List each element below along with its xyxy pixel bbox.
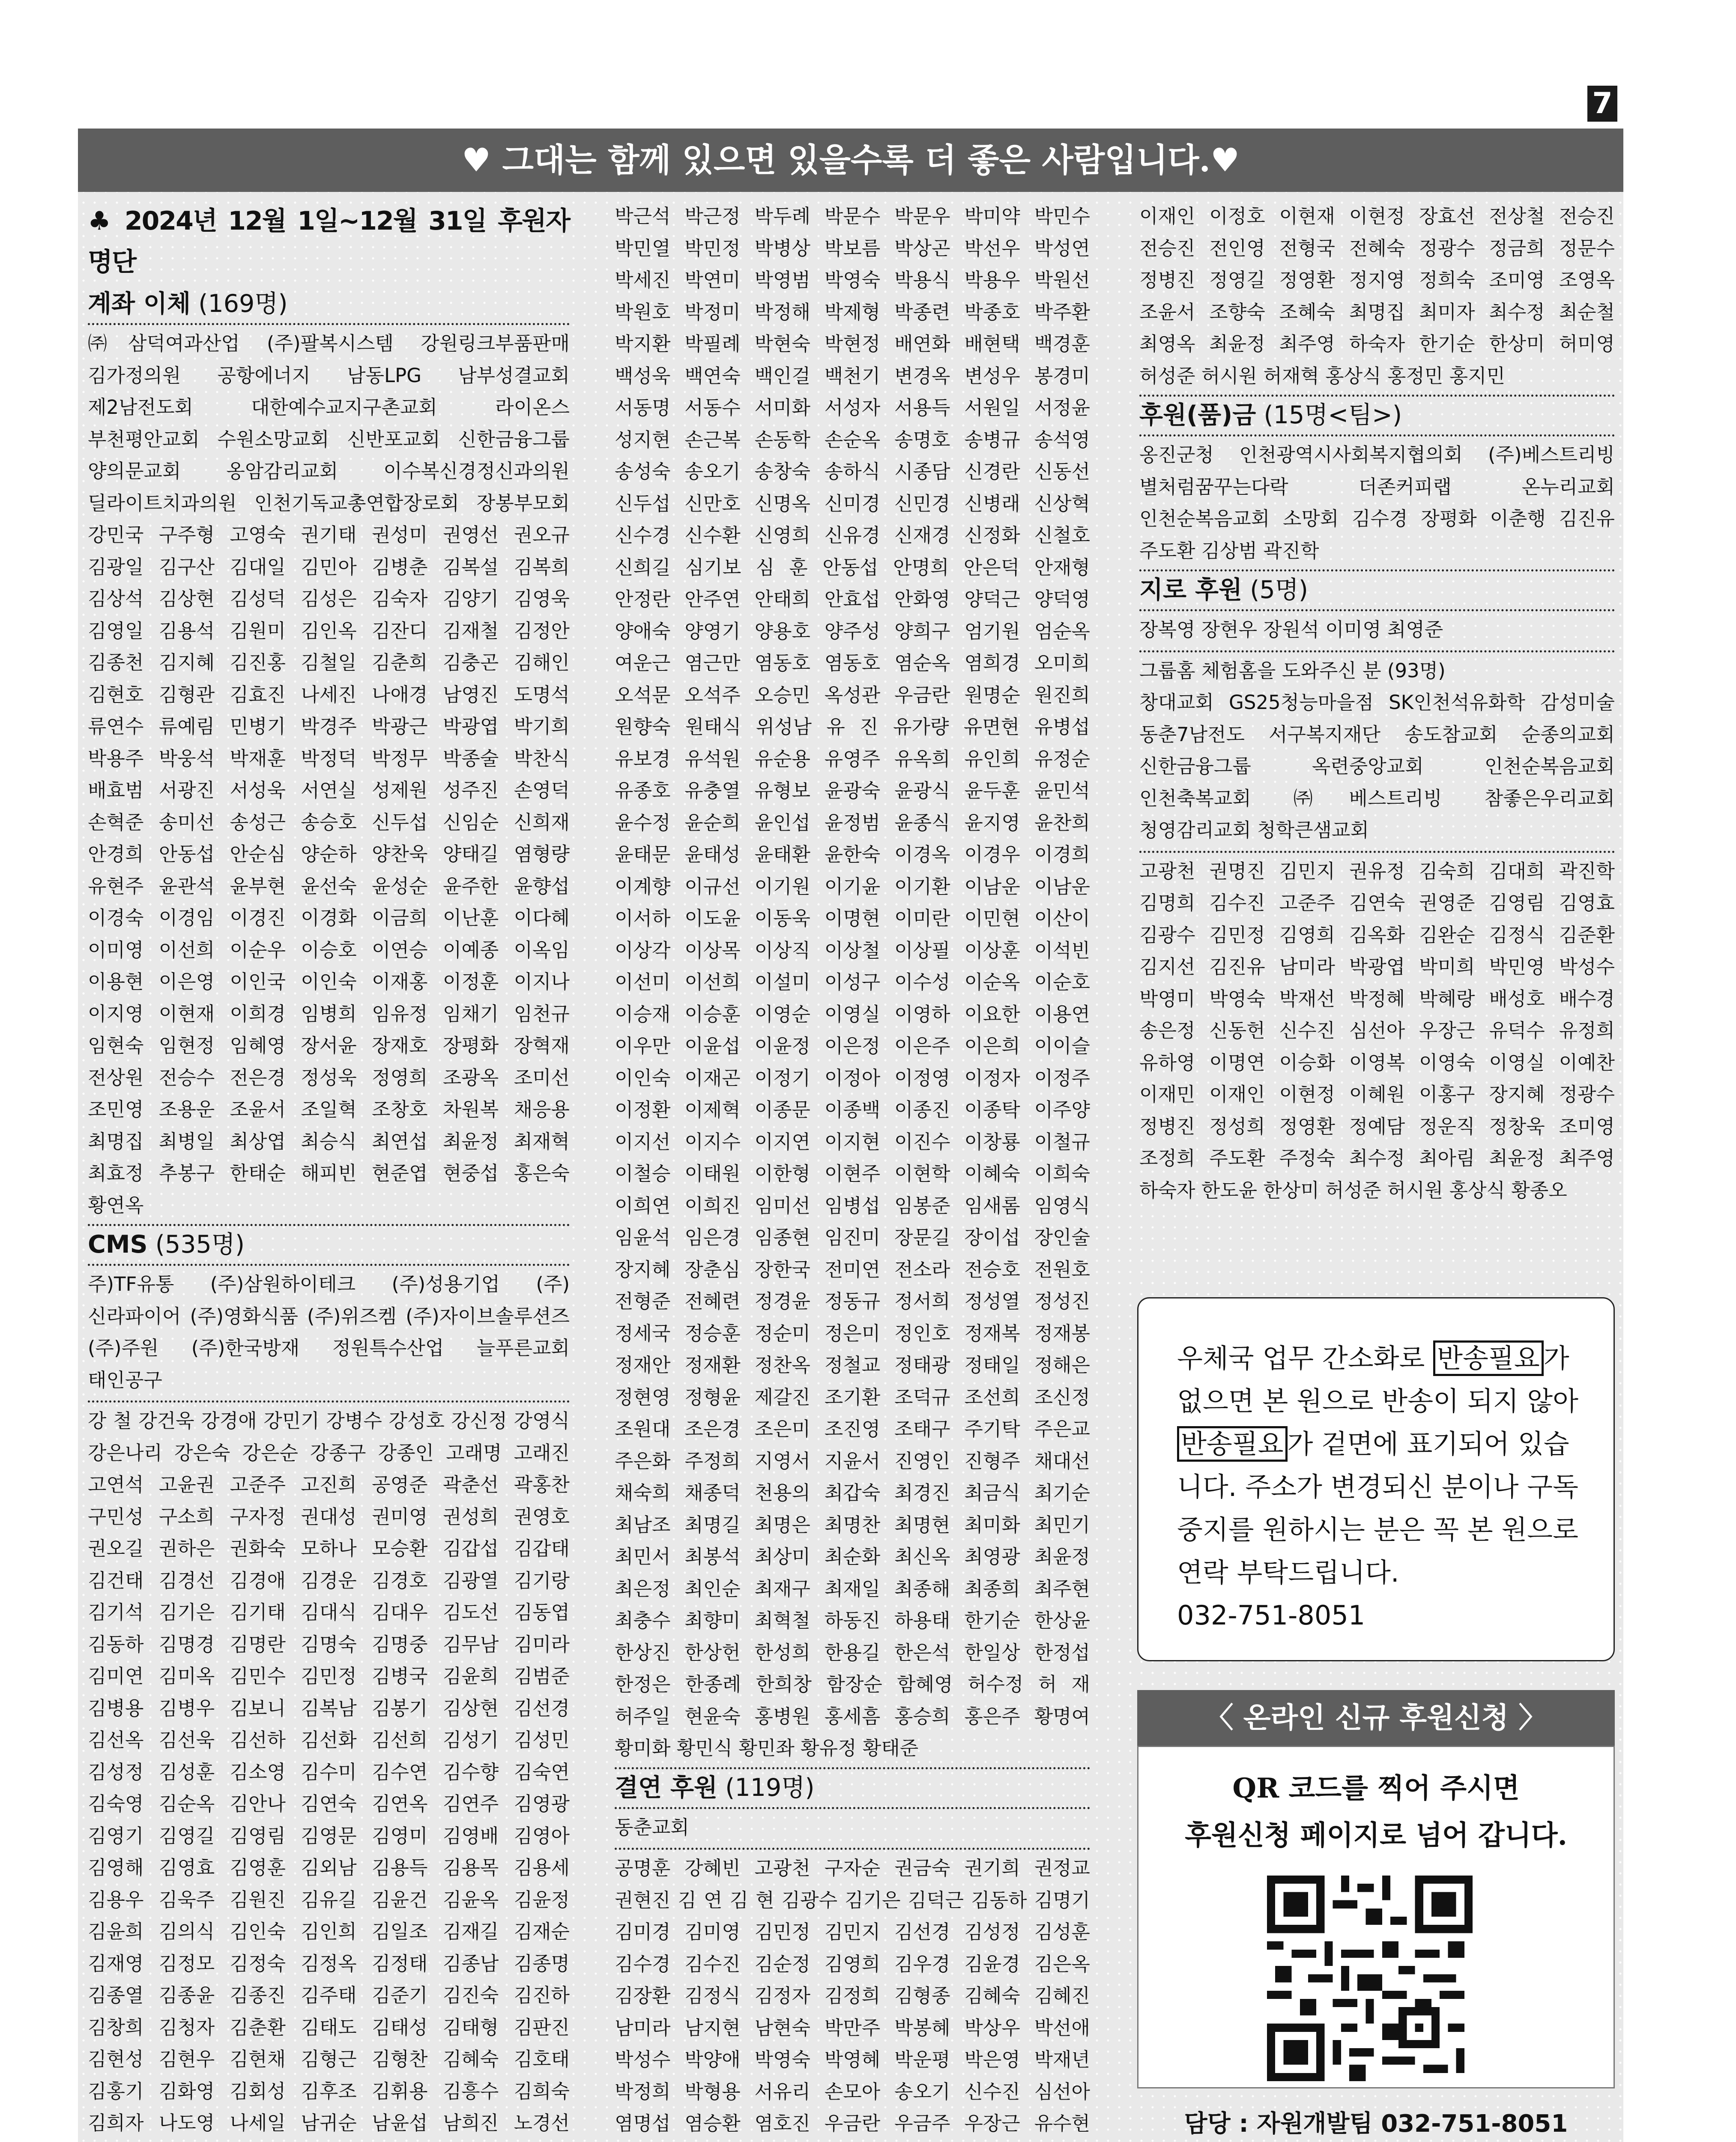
notice-text: 우체국 업무 간소화로 (1177, 1343, 1434, 1374)
category-count: (169명) (198, 290, 288, 318)
notice-text: 가 겉면에 표기되어 있습니다. 주소가 변경되신 분이나 구독 중지를 원하시는 분은 꼭 본 원으로 연락 부탁드립니다. (1177, 1428, 1579, 1588)
contact-info (1137, 2106, 1615, 2142)
category-name: 후원(품)금 (1139, 401, 1256, 429)
category-name: CMS (88, 1230, 148, 1259)
online-signup-box (1137, 1746, 1615, 2088)
category-name: 결연 후원 (615, 1773, 718, 1802)
grouphome-individuals: 고광천 권명진 김민지 권유정 김숙희 김대희 곽진학 김명희 김수진 고준주 김연숙 권영준 김영림 김영효 김광수 김민정 김영희 김옥화 김완순 김정식 김준환 김지선 김진유 남미라 박광엽 박미희 박민영 박성수 박영미 박영숙 박재선 박정혜 박혜랑 배성호 배수경 송은정 신동헌 신수진 심선아 우장근 유덕수 유정희 유하영 이명연 이승화 이영복 이영숙 이영실 이예찬 이재민 이재인 이현정 이혜원 이홍구 장지혜 정광수 정병진 정성희 정영환 정예담 정운직 정창욱 조미영 조정희 주도환 주정숙 최수정 최아림 최윤정 최주영 하숙자 한도윤 한상미 허성준 허시원 홍상식 황종오 (1139, 859, 1615, 1202)
giro-donors: 장복영 장현우 장원석 이미영 최영준 (1139, 618, 1443, 641)
category-heading-giro (1139, 569, 1615, 611)
return-required-label: 반송필요 (1433, 1340, 1544, 1376)
cms-donors-continued: 박근석 박근정 박두례 박문수 박문우 박미약 박민수 박민열 박민정 박병상 박보름 박상곤 박선우 박성연 박세진 박연미 박영범 박영숙 박용식 박용우 박원선 박원호 박정미 박정해 박제형 박종련 박종호 박주환 박지환 박필례 박현숙 박현정 배연화 배현택 백경훈 백성욱 백연숙 백인걸 백천기 변경옥 변성우 봉경미 서동명 서동수 서미화 서성자 서용득 서원일 서정윤 성지현 손근복 손동학 손순옥 송명호 송병규 송석영 송성숙 송오기 송창숙 송하식 시종담 신경란 신동선 신두섭 신만호 신명옥 신미경 신민경 신병래 신상혁 신수경 신수환 신영희 신유경 신재경 신정화 신철호 신희길 심기보 심 훈 안동섭 안명희 안은덕 안재형 안정란 안주연 안태희 안효섭 안화영 양덕근 양덕영 양애숙 양영기 양용호 양주성 양희구 엄기원 엄순옥 여운근 염근만 염동호 염동호 염순옥 염희경 오미희 오석문 오석주 오승민 옥성관 우금란 원명순 원진희 원향숙 원태식 위성남 유 진 유가량 유면현 유병섭 유보경 유석원 유순용 유영주 유옥희 유인희 유정순 유종호 유충열 유형보 윤광숙 윤광식 윤두훈 윤민석 윤수정 윤순희 윤인섭 윤정범 윤종식 윤지영 윤찬희 윤태문 윤태성 윤태환 윤한숙 이경옥 이경우 이경희 이계향 이규선 이기원 이기윤 이기환 이남운 이남운 이서하 이도윤 이동욱 이명현 이미란 이민현 이산이 이상각 이상목 이상직 이상철 이상필 이상훈 이석빈 이선미 이선희 이설미 이성구 이수성 이순옥 이순호 이승재 이승훈 이영순 이영실 이영하 이요한 이용연 이우만 이윤섭 이윤정 이은정 이은주 이은희 이이슬 이인숙 이재곤 이정기 이정아 이정영 이정자 이정주 이정환 이제혁 이종문 이종백 이종진 이종탁 이주양 이지선 이지수 이지연 이지현 이진수 이창룡 이철규 이철승 이태원 이한형 이현주 이현학 이혜숙 이희숙 이희연 이희진 임미선 임병섭 임봉준 임새롬 임영식 임윤석 임은경 임종현 임진미 장문길 장이섭 장인술 장지혜 장춘심 장한국 전미연 전소라 전승호 전원호 전형준 전혜련 정경윤 정동규 정서희 정성열 정성진 정세국 정승훈 정순미 정은미 정인호 정재복 정재봉 정재안 정재환 정찬옥 정철교 정태광 정태일 정해은 정현영 정형윤 제갈진 조기환 조덕규 조선희 조신정 조원대 조은경 조은미 조진영 조태구 주기탁 주은교 주은화 주정희 지영서 지윤서 진영인 진형주 채대선 채숙희 채종덕 천용의 최갑숙 최경진 최금식 최기순 최남조 최명길 최명은 최명찬 최명현 최미화 최민기 최민서 최봉석 최상미 최순화 최신옥 최영광 최윤정 최은정 최인순 최재구 최재일 최종해 최종희 최주현 최충수 최향미 최혁철 하동진 하용태 한기순 한상윤 한상진 한상헌 한성희 한용길 한은석 한일상 한정섭 한정은 한종례 한희창 함장순 함혜영 허수정 허 재 허주일 현윤숙 홍병원 홍세흠 홍승희 홍은주 황명여 황미화 황민식 황민좌 황유정 황태준 (615, 205, 1090, 1759)
cms-company-donors: 주)TF유통 (주)삼원하이테크 (주)성용기업 (주)신라파이어 (주)영화식품 (주)위즈켐 (주)자이브솔루션즈 (주)주원 (주)한국방재 정원특수산업 늘푸른교회 태인공구 (88, 1273, 570, 1391)
grouphome-organizations: 창대교회 GS25청능마을점 SK인천석유화학 감성미술 동춘7남전도 서구복지재단 송도참교회 순종의교회 신한금융그룹 옥련중앙교회 인천순복음교회 인천축복교회 ㈜베스트리빙 참좋은우리교회 청영감리교회 청학큰샘교회 (1139, 691, 1615, 841)
goods-donors: 옹진군청 인천광역시사회복지협의회 (주)베스트리빙 별처럼꿈꾸는다락 더존커피랩 온누리교회 인천순복음교회 소망회 김수경 장평화 이춘행 김진유 주도환 김상범 곽진학 (1139, 443, 1615, 562)
sponsorship-donors-continued: 이재인 이정호 이현재 이현정 장효선 전상철 전승진 전승진 전인영 전형국 전혜숙 정광수 정금희 정문수 정병진 정영길 정영환 정지영 정희숙 조미영 조영옥 조윤서 조향숙 조혜숙 최명집 최미자 최수정 최순철 최영옥 최윤정 최주영 하숙자 한기순 한상미 허미영 허성준 허시원 허재혁 홍상식 홍정민 홍지민 (1139, 205, 1615, 387)
category-count: (15명<팀>) (1264, 401, 1402, 429)
divider (1139, 650, 1615, 652)
category-count: (535명) (155, 1230, 245, 1259)
category-heading-cms (88, 1224, 570, 1266)
page-banner: ♥ 그대는 함께 있으면 있을수록 더 좋은 사람입니다.♥ (78, 129, 1623, 192)
cms-individual-donors: 강 철 강건욱 강경애 강민기 강병수 강성호 강신정 강영식 강은나리 강은숙 강은순 강종구 강종인 고래명 고래진 고연석 고윤권 고준주 고진희 공영준 곽춘선 곽홍찬 구민성 구소희 구자정 권대성 권미영 권성희 권영호 권오길 권하은 권화숙 모하나 모승환 김갑섭 김갑태 김건태 김경선 김경애 김경운 김경호 김광열 김기랑 김기석 김기은 김기태 김대식 김대우 김도선 김동엽 김동하 김명경 김명란 김명숙 김명중 김무남 김미라 김미연 김미옥 김민수 김민정 김병국 김윤희 김범준 김병용 김병우 김보니 김복남 김봉기 김상현 김선경 김선옥 김선욱 김선하 김선화 김선희 김성기 김성민 김성정 김성훈 김소영 김수미 김수연 김수향 김숙연 김숙영 김순옥 김안나 김연숙 김연옥 김연주 김영광 김영기 김영길 김영림 김영문 김영미 김영배 김영아 김영해 김영효 김영훈 김외남 김용득 김용목 김용세 김용우 김욱주 김원진 김유길 김윤건 김윤옥 김윤정 김윤희 김의식 김인숙 김인희 김일조 김재길 김재순 김재영 김정모 김정숙 김정옥 김정태 김종남 김종명 김종열 김종윤 김종진 김주태 김준기 김진숙 김진하 김창희 김청자 김춘환 김태도 김태성 김태형 김판진 김현성 김현우 김현채 김형근 김형찬 김혜숙 김호태 김홍기 김화영 김회성 김후조 김휘용 김흥수 김희숙 김희자 나도영 나세일 남귀순 남윤섭 남희진 노경선 (88, 1409, 570, 2134)
column-3 (1139, 200, 1615, 1206)
page-number: 7 (1587, 86, 1617, 122)
online-line-1: QR 코드를 찍어 주시면 (1232, 1772, 1520, 1804)
category-heading-sponsorship (615, 1767, 1090, 1809)
column-2 (615, 200, 1090, 2142)
column-1 (88, 200, 570, 2142)
notice-text: 가 없으면 본 원으로 반송이 되지 않아 (1177, 1343, 1579, 1417)
category-name: 지로 후원 (1139, 576, 1243, 604)
divider (615, 1848, 1090, 1850)
return-required-label: 반송필요 (1177, 1426, 1288, 1462)
divider (1139, 851, 1615, 853)
grouphome-heading: 그룹홈 체험홈을 도와주신 분 (93명) (1139, 659, 1446, 682)
online-signup-description (1138, 1765, 1613, 1859)
sponsorship-donors: 공명훈 강혜빈 고광천 구자순 권금숙 권기희 권정교 권현진 김 연 김 현 김광수 김기은 김덕근 김동하 김명기 김미경 김미영 김민정 김민지 김선경 김성정 김성훈 김수경 김수진 김순정 김영희 김우경 김윤경 김은옥 김장환 김정식 김정자 김정희 김형종 김혜숙 김혜진 남미라 남지현 남현숙 박만주 박봉혜 박상우 박선애 박성수 박양애 박영숙 박영혜 박운평 박은영 박재년 박정희 박형용 서유리 손모아 송오기 신수진 심선아 염명섭 염승환 염호진 우금란 우금주 우장근 유수현 (615, 1857, 1090, 2135)
category-count: (5명) (1250, 576, 1309, 604)
sponsorship-church: 동춘교회 (615, 1816, 689, 1839)
account-transfer-donors: ㈜삼덕여과산업 (주)팔복시스템 강원링크부품판매 김가정의원 공항에너지 남동LPG 남부성결교회 제2남전도회 대한예수교지구촌교회 라이온스 부천평안교회 수원소망교회 신반포교회 신한금융그룹 양의문교회 옹암감리교회 이수복신경정신과의원 딜라이트치과의원 인천기독교총연합장로회 장봉부모회 강민국 구주형 고영숙 권기태 권성미 권영선 권오규 김광일 김구산 김대일 김민아 김병춘 김복설 김복희 김상석 김상현 김성덕 김성은 김숙자 김양기 김영욱 김영일 김용석 김원미 김인옥 김잔디 김재철 김정안 김종천 김지혜 김진홍 김철일 김춘희 김충곤 김해인 김현호 김형관 김효진 나세진 나애경 남영진 도명석 류연수 류예림 민병기 박경주 박광근 박광엽 박기희 박용주 박웅석 박재훈 박정덕 박정무 박종술 박찬식 배효범 서광진 서성욱 서연실 성제원 성주진 손영덕 손혁준 송미선 송성근 송승호 신두섭 신임순 신희재 안경희 안동섭 안순심 양순하 양찬욱 양태길 염형량 유현주 윤관석 윤부현 윤선숙 윤성순 윤주한 윤향섭 이경숙 이경임 이경진 이경화 이금희 이난훈 이다혜 이미영 이선희 이순우 이승호 이연승 이예종 이옥임 이용현 이은영 이인국 이인숙 이재홍 이정훈 이지나 이지영 이현재 이희경 임병희 임유정 임채기 임천규 임현숙 임현정 임혜영 장서윤 장재호 장평화 장혁재 전상원 전승수 전은경 정성욱 정영희 조광옥 조미선 조민영 조용운 조윤서 조일혁 조창호 차원복 채응용 최명집 최병일 최상엽 최승식 최연섭 최윤정 최재혁 최효정 추봉구 한태순 해피빈 현준엽 현중섭 홍은숙 황연옥 (88, 332, 570, 1217)
category-heading-account-transfer (88, 285, 570, 325)
online-signup-heading: 〈 온라인 신규 후원신청 〉 (1137, 1690, 1615, 1746)
notice-phone: 032-751-8051 (1177, 1600, 1365, 1631)
category-name: 계좌 이체 (88, 290, 191, 318)
return-notice-box (1137, 1297, 1615, 1661)
donor-list-title: ♣ 2024년 12월 1일~12월 31일 후원자 명단 (88, 206, 570, 277)
category-count: (119명) (725, 1773, 815, 1802)
divider (88, 1400, 570, 1403)
category-heading-goods (1139, 395, 1615, 437)
online-line-2: 후원신청 페이지로 넘어 갑니다. (1185, 1819, 1567, 1852)
qr-code-icon[interactable] (1267, 1876, 1473, 2081)
contact-line-1: 담당 : 자원개발팀 032-751-8051 (1184, 2110, 1568, 2138)
